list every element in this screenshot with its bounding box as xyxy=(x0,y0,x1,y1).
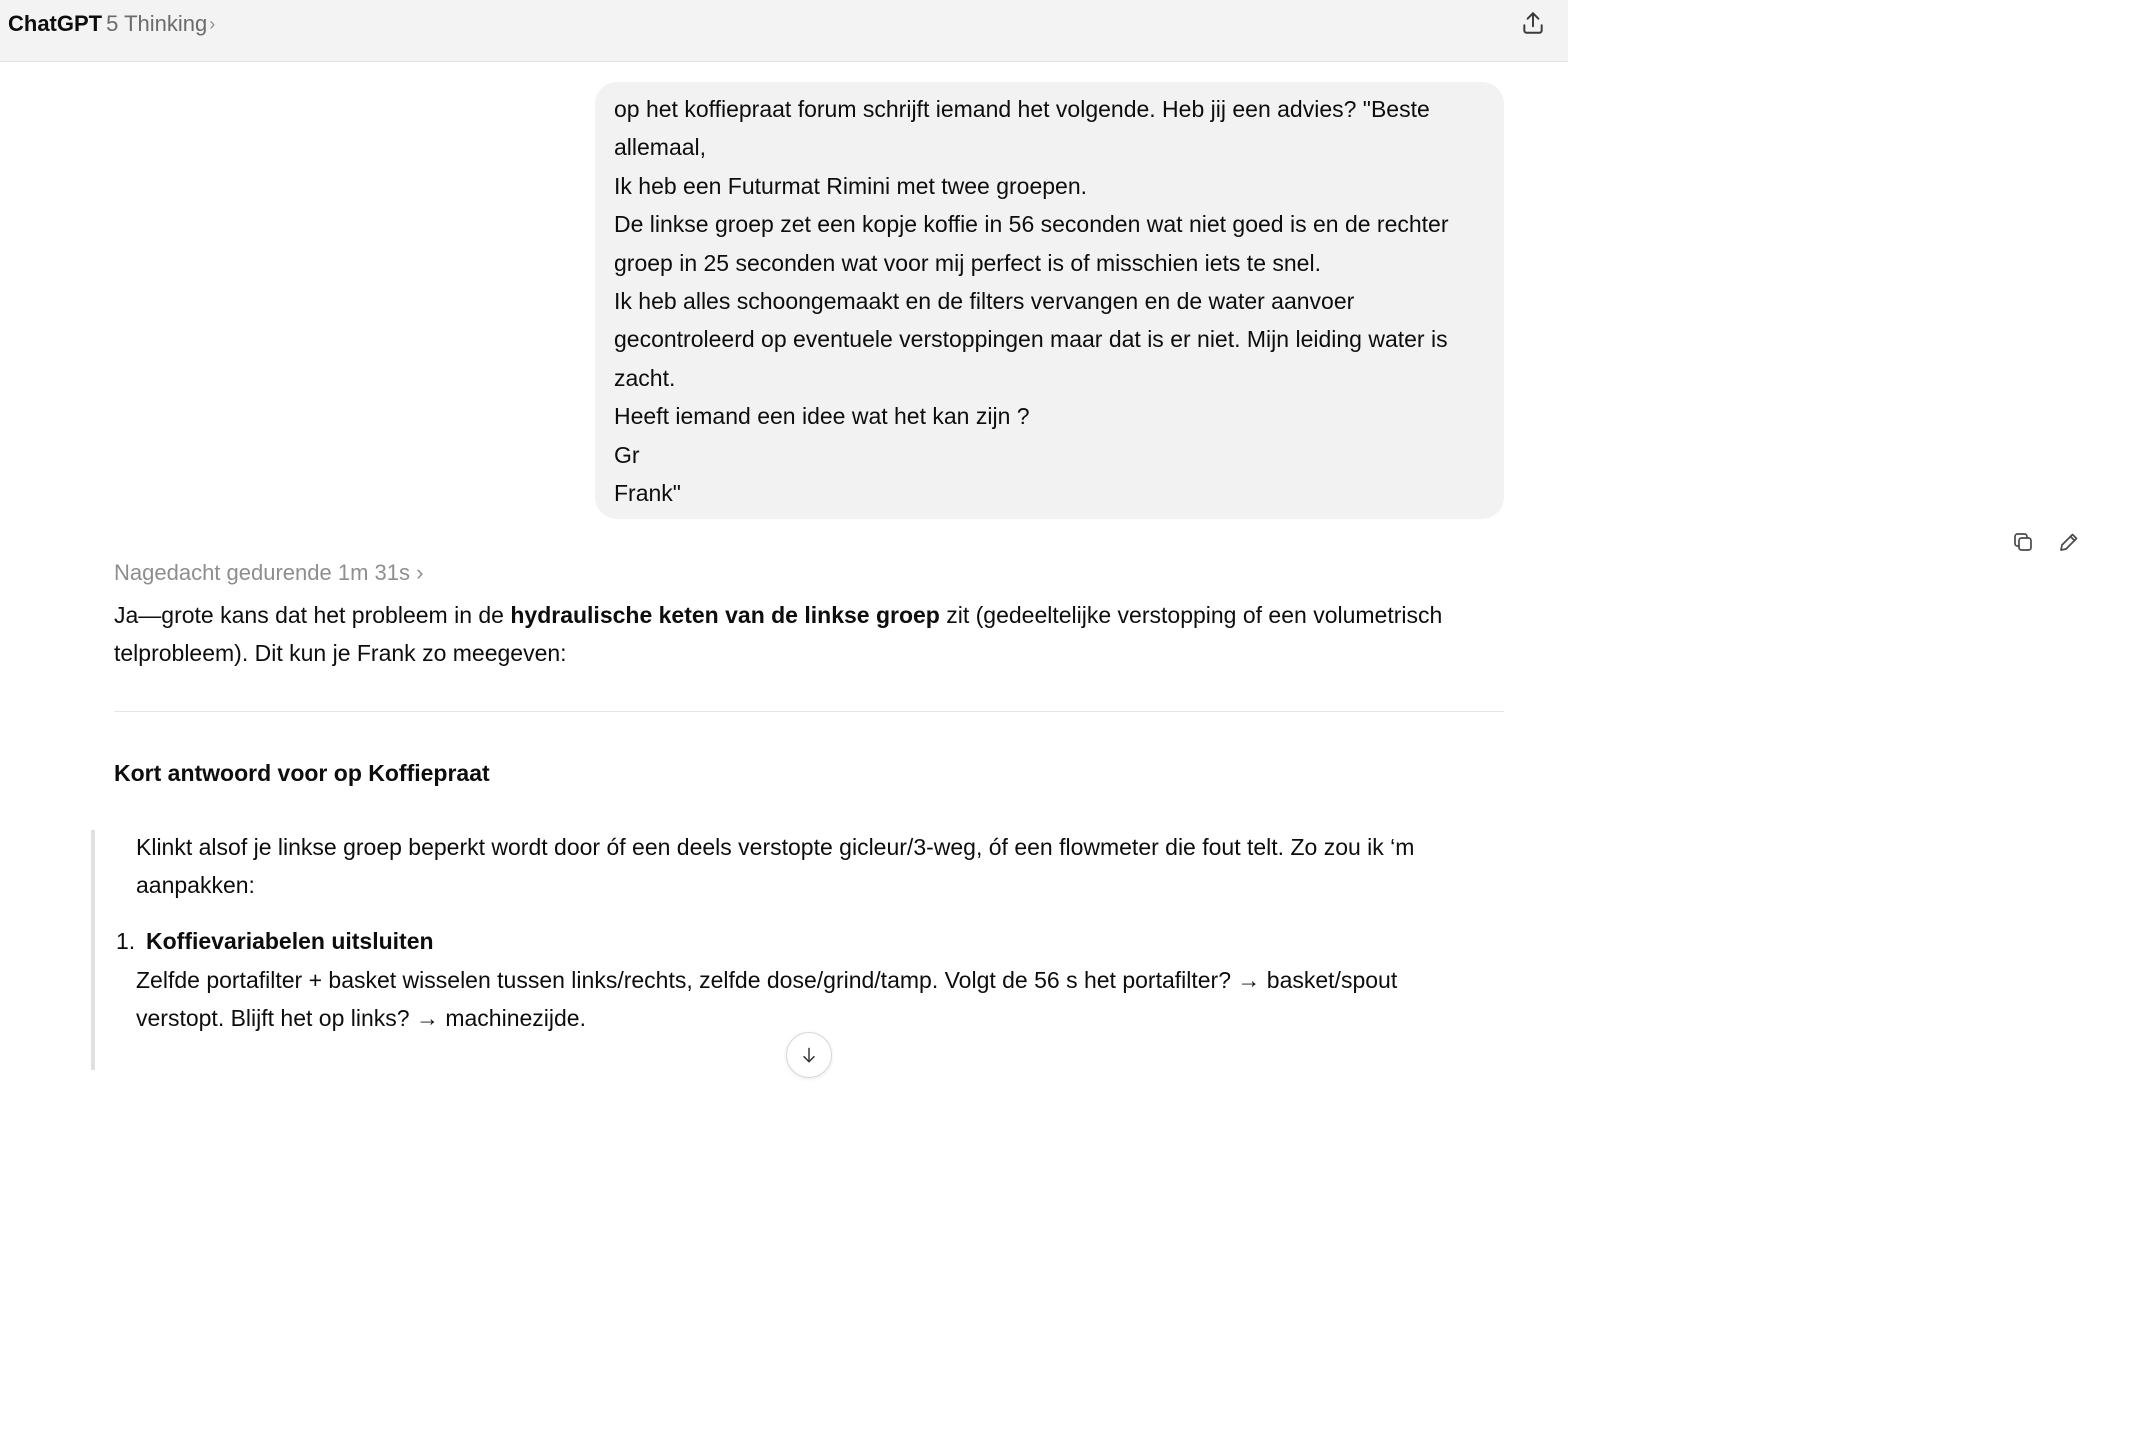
list-item-title: Koffievariabelen uitsluiten xyxy=(146,928,434,954)
assistant-intro-line-2: telprobleem). Dit kun je Frank zo meegeven: xyxy=(114,640,567,667)
user-message-line: De linkse groep zet een kopje koffie in 56 seconden wat niet goed is en de rechter xyxy=(614,211,1449,238)
user-message-bubble xyxy=(595,82,1504,519)
user-message-line: Heeft iemand een idee wat het kan zijn ? xyxy=(614,403,1030,430)
user-message-line: Ik heb alles schoongemaakt en de filters vervangen en de water aanvoer xyxy=(614,288,1355,315)
user-message-line: zacht. xyxy=(614,364,676,391)
list-item-line: Zelfde portafilter + basket wisselen tussen links/rechts, zelfde dose/grind/tamp. Volgt de 56 s het portafilter? → basket/spout xyxy=(136,967,1398,993)
divider xyxy=(114,711,1504,712)
list-item-line: verstopt. Blijft het op links? → machinezijde. xyxy=(136,1005,586,1032)
blockquote-line: aanpakken: xyxy=(136,872,255,899)
user-message-line: Frank" xyxy=(614,480,681,507)
scroll-to-bottom-button[interactable] xyxy=(786,1032,832,1078)
user-message-line: allemaal, xyxy=(614,134,707,161)
top-bar xyxy=(0,0,1568,62)
edit-button[interactable] xyxy=(2056,529,2082,555)
app-name: ChatGPT xyxy=(8,11,103,36)
blockquote xyxy=(136,828,1496,905)
blockquote-line: Klinkt alsof je linkse groep beperkt wordt door óf een deels verstopte gicleur/3-weg, óf een flowmeter die fout telt. Zo zou ik ‘m xyxy=(136,834,1415,860)
user-message-line: Ik heb een Futurmat Rimini met twee groepen. xyxy=(614,172,1088,199)
copy-icon xyxy=(2011,530,2035,554)
assistant-intro xyxy=(114,596,1504,673)
intro-text: Ja—grote kans dat het probleem in de xyxy=(114,602,511,628)
blockquote-bar xyxy=(91,830,95,1070)
share-icon xyxy=(1520,10,1546,36)
intro-text-after: zit (gedeeltelijke verstopping of een volumetrisch xyxy=(939,602,1443,628)
user-message-line: Gr xyxy=(614,441,640,468)
list-item-description xyxy=(136,961,1496,1038)
user-message-line: groep in 25 seconden wat voor mij perfect is of misschien iets te snel. xyxy=(614,249,1321,276)
thinking-duration-toggle[interactable] xyxy=(114,558,423,588)
user-message-line: gecontroleerd op eventuele verstoppingen maar dat is er niet. Mijn leiding water is xyxy=(614,326,1448,353)
chevron-right-icon: › xyxy=(209,13,216,34)
intro-bold: hydraulische keten van de linkse groep xyxy=(510,602,940,628)
user-message-actions xyxy=(2010,529,2082,555)
section-heading: Kort antwoord voor op Koffiepraat xyxy=(114,760,490,786)
share-button[interactable] xyxy=(1518,8,1548,38)
arrow-down-icon xyxy=(799,1045,819,1065)
assistant-intro-line xyxy=(114,596,1504,634)
list-item-number: 1. xyxy=(116,928,136,954)
thinking-duration-label: Nagedacht gedurende 1m 31s xyxy=(114,560,410,585)
copy-button[interactable] xyxy=(2010,529,2036,555)
pencil-icon xyxy=(2057,530,2081,554)
model-name: 5 Thinking xyxy=(106,11,208,36)
model-selector[interactable] xyxy=(8,8,215,40)
chevron-right-icon: › xyxy=(416,560,424,585)
user-message-line: op het koffiepraat forum schrijft iemand het volgende. Heb jij een advies? "Beste xyxy=(614,96,1430,122)
